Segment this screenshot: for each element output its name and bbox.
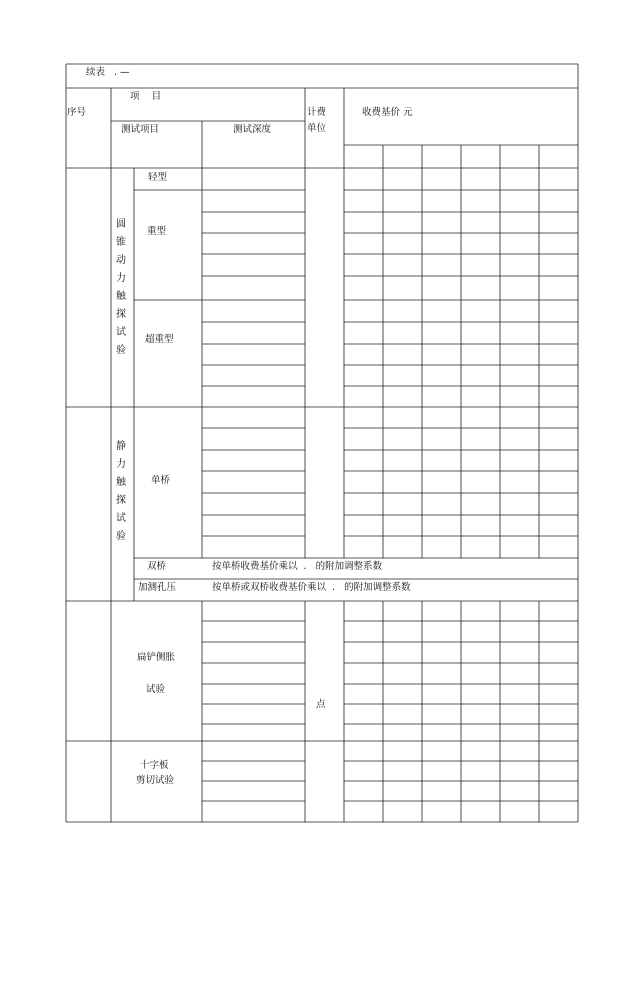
flat-line1: 扁铲侧胀 bbox=[137, 652, 176, 663]
cone-heavy: 重型 bbox=[147, 226, 167, 237]
cone-super-heavy: 超重型 bbox=[145, 334, 174, 345]
static-single: 单桥 bbox=[151, 475, 171, 486]
header-unit-line2: 单位 bbox=[307, 123, 327, 134]
vane-line2: 剪切试验 bbox=[136, 775, 175, 786]
static-pore-note: 按单桥或双桥收费基价乘以 . 的附加调整系数 bbox=[212, 582, 411, 593]
header-fee-base: 收费基价 元 bbox=[362, 107, 413, 118]
static-section-name: 静力触探试验 bbox=[116, 441, 126, 542]
static-pore: 加测孔压 bbox=[138, 582, 177, 593]
header-test-item: 测试项目 bbox=[121, 124, 160, 135]
static-double: 双桥 bbox=[147, 561, 167, 572]
title-prefix: 续表 bbox=[86, 67, 106, 78]
title-marks: . — bbox=[114, 67, 130, 78]
header-unit-line1: 计费 bbox=[307, 107, 327, 118]
static-double-note: 按单桥收费基价乘以 . 的附加调整系数 bbox=[212, 561, 383, 572]
flat-line2: 试验 bbox=[146, 684, 166, 695]
cone-light: 轻型 bbox=[148, 172, 168, 183]
vane-line1: 十字板 bbox=[140, 760, 169, 771]
header-test-depth: 测试深度 bbox=[233, 124, 272, 135]
header-item: 项 目 bbox=[130, 91, 162, 102]
header-seq: 序号 bbox=[67, 107, 87, 118]
unit-point: 点 bbox=[316, 699, 326, 710]
cone-section-name: 圆锥动力触探试验 bbox=[116, 219, 126, 356]
